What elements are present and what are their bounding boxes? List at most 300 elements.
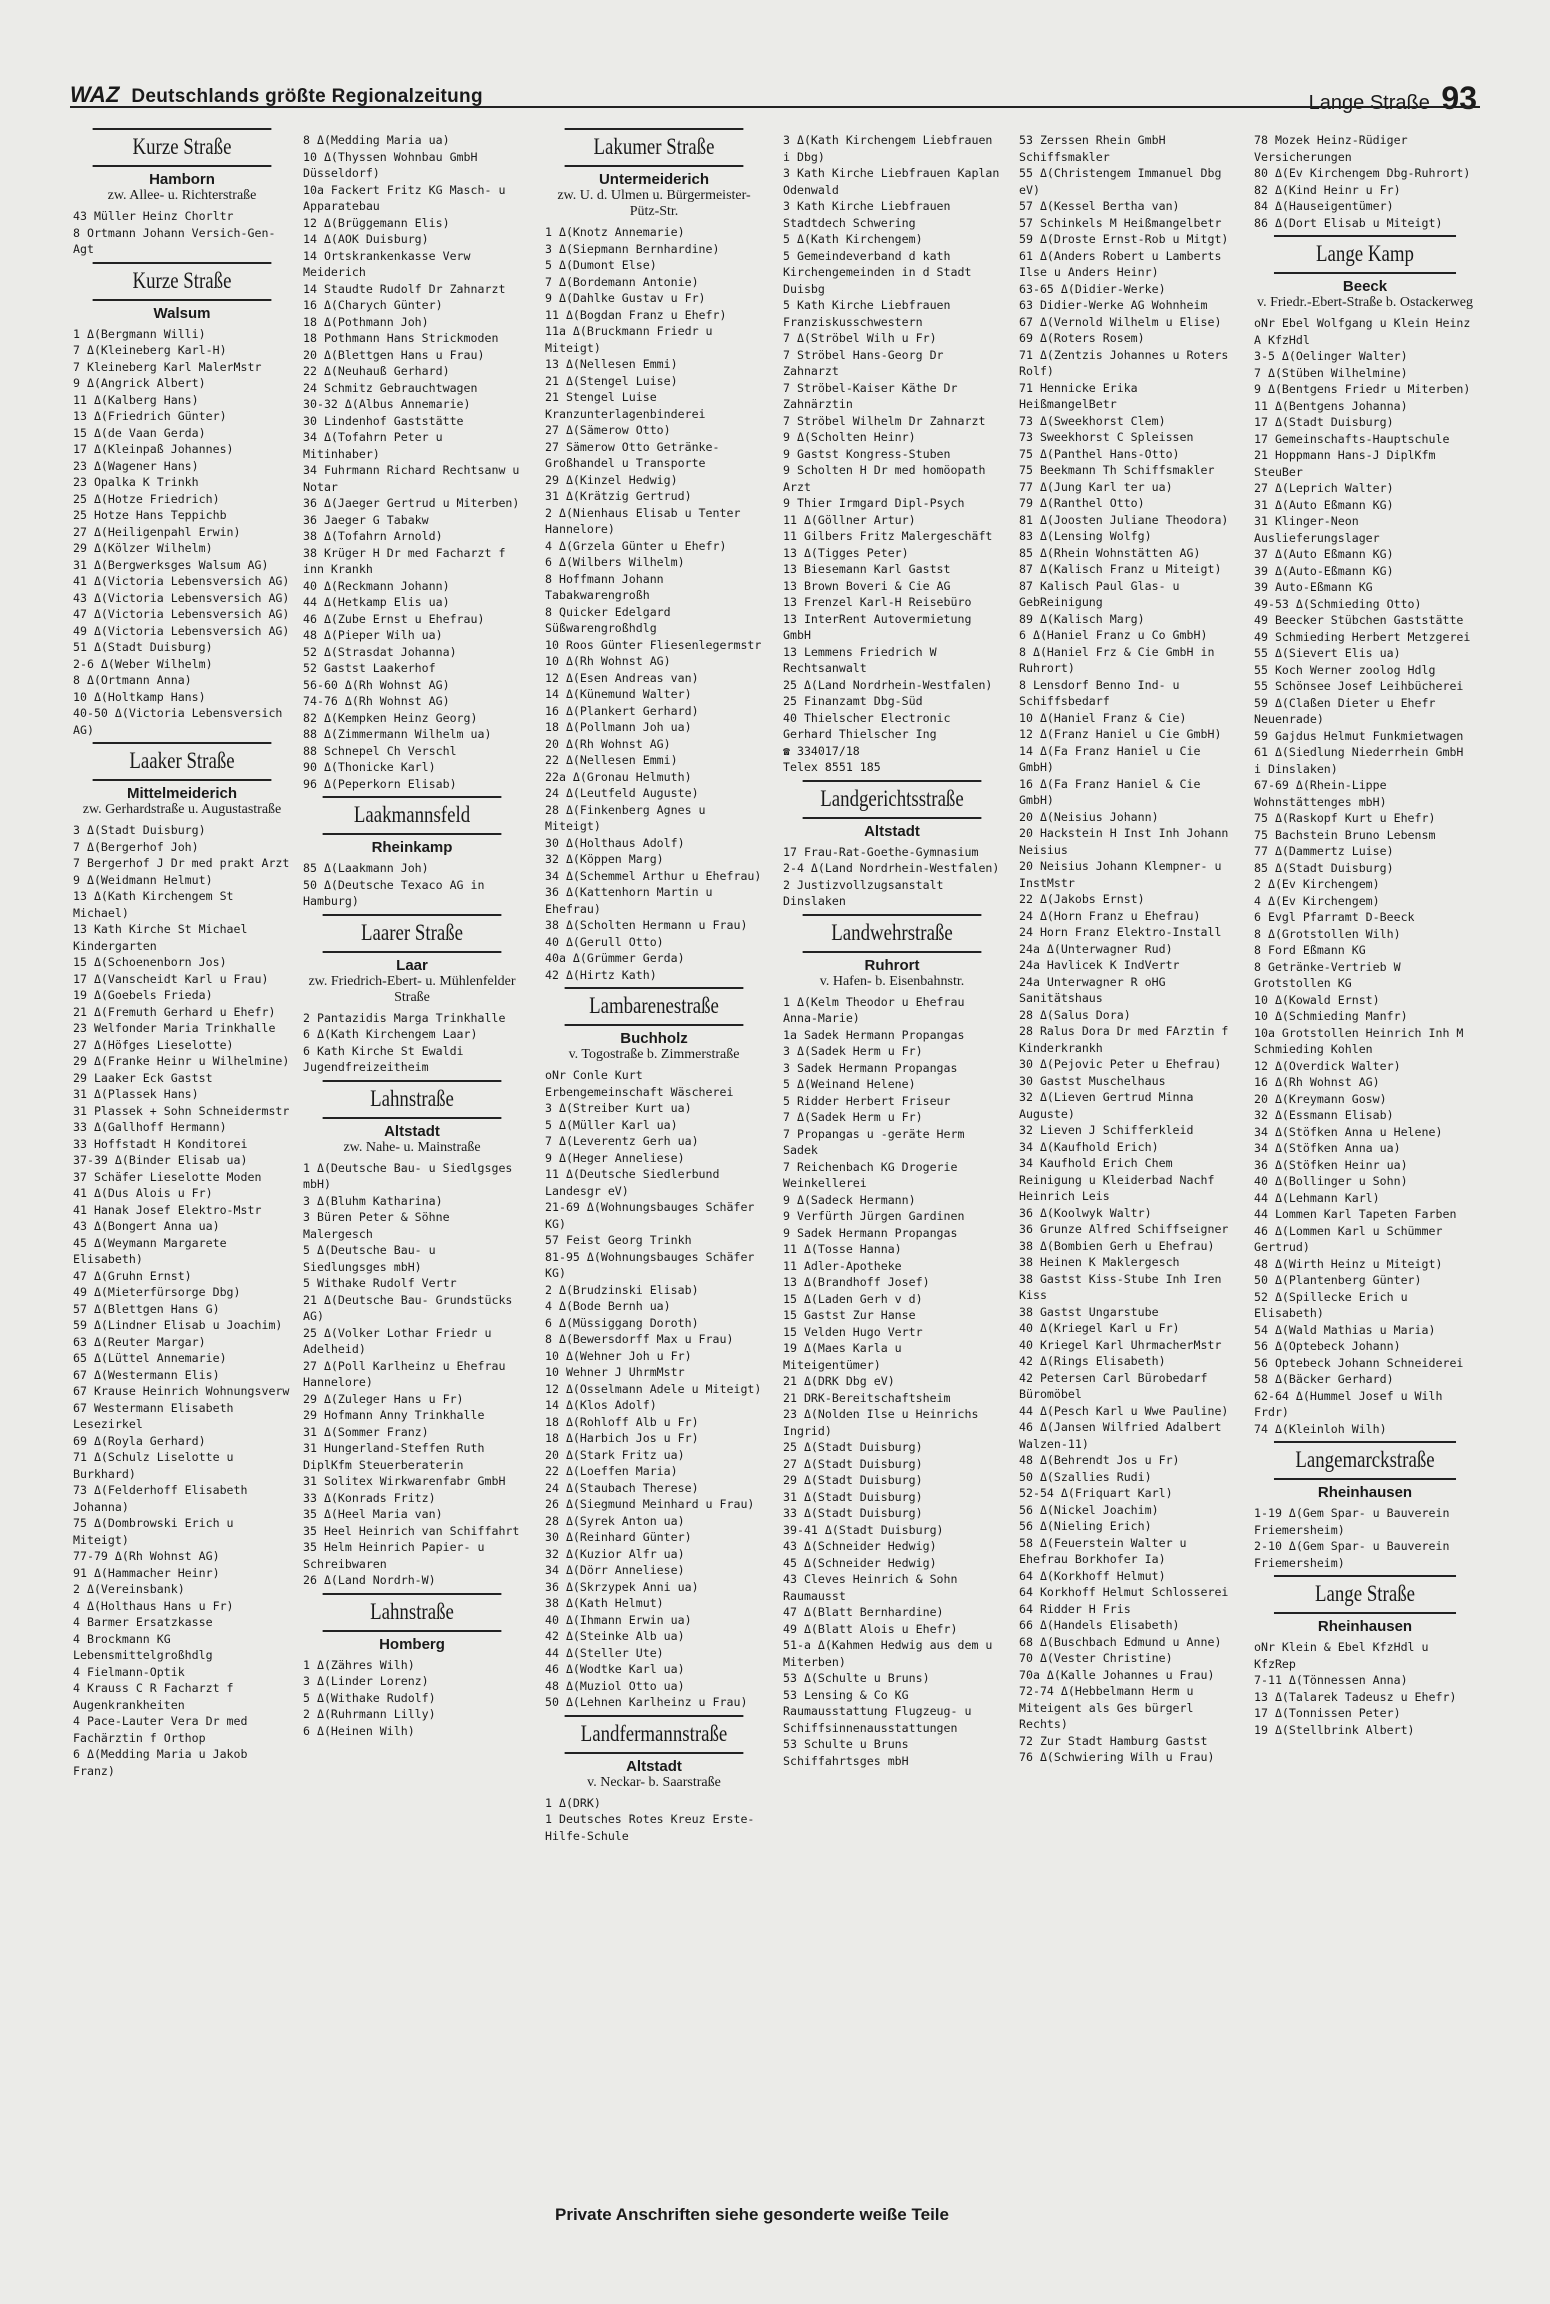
address-entry: 10 Δ(Kowald Ernst) [1254,992,1380,1007]
address-entry: 44 Δ(Pesch Karl u Wwe Pauline) [1019,1403,1229,1418]
address-entry: 2 Δ(Nienhaus Elisab u Tenter Hannelore) [545,505,748,536]
address-entry: 4 Fielmann-Optik [73,1664,185,1679]
address-entry: 24a Unterwagner R oHG Sanitätshaus [1019,974,1173,1005]
address-entry: 42 Petersen Carl Bürobedarf Büromöbel [1019,1370,1215,1401]
address-entry: 8 Lensdorf Benno Ind- u Schiffsbedarf [1019,677,1187,708]
column-1 [73,128,291,1783]
address-entry: 96 Δ(Peperkorn Elisab) [303,776,457,791]
address-entry: 11 Δ(Bogdan Franz u Ehefr) [545,307,727,322]
address-entry: 48 Δ(Pieper Wilh ua) [303,628,443,642]
address-entry: 36 Jaeger G Tabakw [303,512,429,527]
address-entry: 7 Δ(Kleineberg Karl-H) [73,343,227,357]
address-entry: 7 Δ(Bergerhof Joh) [73,839,199,854]
address-entry: 1 Δ(Kelm Theodor u Ehefrau Anna-Marie) [783,994,972,1025]
address-entry: 31 Klinger-Neon Auslieferungslager [1254,514,1380,545]
address-entry: 64 Δ(Korkhoff Helmut) [1019,1568,1166,1583]
address-entry: 25 Hotze Hans Teppichb [73,508,227,522]
street-title: Lange Straße [1274,1575,1456,1614]
street-block [783,914,1001,1770]
street-extent-note: zw. Allee- u. Richterstraße [107,188,257,203]
address-entry: 73 Δ(Felderhoff Elisabeth Johanna) [73,1483,255,1514]
column-5 [1019,128,1237,1770]
address-entry: 85 Δ(Rhein Wohnstätten AG) [1019,545,1201,560]
address-entry: 29 Hofmann Anny Trinkhalle [303,1408,485,1422]
address-entry: 8 Δ(Ortmann Anna) [73,673,192,687]
address-entry: 84 Δ(Hauseigentümer) [1254,199,1394,213]
address-entry: 57 Feist Georg Trinkh [545,1233,692,1247]
masthead [70,82,483,108]
address-entry: 55 Δ(Christengem Immanuel Dbg eV) [1019,166,1229,197]
address-entry: 20 Δ(Kreymann Gosw) [1254,1091,1387,1106]
address-entry: 5 Δ(Kath Kirchengem) [783,232,923,246]
address-entry: 36 Grunze Alfred Schiffseigner [1019,1222,1229,1236]
address-entry: 66 Δ(Handels Elisabeth) [1019,1618,1180,1632]
address-entry: 10 Wehner J UhrmMstr [545,1365,685,1379]
address-entry: 14 Δ(AOK Duisburg) [303,232,429,246]
address-entry: 2 Δ(Brudzinski Elisab) [545,1282,699,1297]
address-entry: 10 Roos Günter Fliesenlegermstr [545,637,762,652]
newspaper-brand: WAZ [70,82,120,107]
address-entry: 3 Δ(Streiber Kurt ua) [545,1101,692,1115]
address-entry: 9 Δ(Heger Anneliese) [545,1150,685,1165]
address-entry: 12 Δ(Brüggemann Elis) [303,215,450,230]
district-name: Rheinhausen [1317,1618,1413,1635]
address-entry: 7-11 Δ(Tönnessen Anna) [1254,1673,1408,1687]
address-entry: 37-39 Δ(Binder Elisab ua) [73,1153,248,1167]
district-name: Walsum [153,304,211,322]
address-entry: 1 Δ(DRK) [545,1795,601,1810]
address-entry: 15 Δ(Schoenenborn Jos) [73,955,227,969]
address-entry: 34 Δ(Tofahrn Peter u Mitinhaber) [303,430,450,461]
address-entry: 21 Hoppmann Hans-J DiplKfm SteuBer [1254,448,1443,479]
address-entry: 1 Δ(Zähres Wilh) [303,1657,415,1672]
address-entry: 67 Δ(Westermann Elis) [73,1367,220,1382]
address-entry: 61 Δ(Anders Robert u Lamberts Ilse u Anders Heinr) [1019,248,1229,279]
address-entry: 31 Δ(Krätzig Gertrud) [545,489,692,503]
address-entry: 44 Δ(Lehmann Karl) [1254,1190,1380,1205]
address-entry: 10a Grotstollen Heinrich Inh M Schmieding Kohlen [1254,1025,1471,1056]
address-entry: 13 Δ(Nellesen Emmi) [545,357,678,371]
address-entry: 20 Δ(Stark Fritz ua) [545,1447,685,1462]
address-entry: 9 Δ(Bentgens Friedr u Miterben) [1254,382,1471,396]
address-entry: 31 Δ(Stadt Duisburg) [783,1489,923,1504]
address-entry: 13 Frenzel Karl-H Reisebüro [783,595,972,609]
address-entry: 27 Sämerow Otto Getränke-Großhandel u Transporte [545,439,720,470]
entry-list [73,208,291,258]
address-entry: 50 Δ(Plantenberg Günter) [1254,1273,1422,1287]
column-6 [1254,128,1476,1742]
address-entry: 24a Havlicek K IndVertr [1019,958,1180,972]
address-entry: 71 Δ(Zentzis Johannes u Roters Rolf) [1019,347,1236,378]
street-block [1254,1441,1476,1571]
address-entry: 53 Lensing & Co KG Raumausstattung Flugzeug- u Schiffsinnenausstattungen [783,1687,979,1735]
address-entry: 13 Δ(Kath Kirchengem St Michael) [73,889,241,920]
page-header-label [1309,80,1477,117]
running-head-street: Lange Straße [1308,92,1430,114]
address-entry: 30 Δ(Pejovic Peter u Ehefrau) [1019,1057,1222,1071]
address-entry: 63 Δ(Reuter Margar) [73,1334,206,1349]
address-entry: 44 Δ(Steller Ute) [545,1645,664,1660]
address-entry: 21-69 Δ(Wohnungsbauges Schäfer KG) [545,1200,762,1231]
address-entry: 13 Kath Kirche St Michael Kindergarten [73,922,255,953]
address-entry: 68 Δ(Buschbach Edmund u Anne) [1019,1634,1222,1649]
address-entry: 56 Δ(Optebeck Johann) [1254,1339,1401,1353]
address-entry: 30 Δ(Reinhard Günter) [545,1530,692,1544]
address-entry: 34 Δ(Stöfken Anna ua) [1254,1141,1401,1155]
address-entry: 18 Δ(Harbich Jos u Fr) [545,1431,699,1445]
address-entry: 30 Gastst Muschelhaus [1019,1073,1166,1088]
address-entry: 64 Korkhoff Helmut Schlosserei [1019,1585,1229,1599]
address-entry: 5 Δ(Müller Karl ua) [545,1117,678,1132]
address-entry: 63 Didier-Werke AG Wohnheim [1019,298,1208,312]
address-entry: 35 Helm Heinrich Papier- u Schreibwaren [303,1540,492,1571]
address-entry: 67 Westermann Elisabeth Lesezirkel [73,1400,241,1431]
address-entry: 39 Auto-Eßmann KG [1254,580,1373,594]
address-entry: 21 Δ(Fremuth Gerhard u Ehefr) [73,1004,276,1019]
address-entry: 56 Δ(Nieling Erich) [1019,1519,1152,1533]
address-entry: 11 Δ(Bentgens Johanna) [1254,398,1408,413]
address-entry: 36 Δ(Skrzypek Anni ua) [545,1579,699,1594]
address-entry: 8 Ortmann Johann Versich-Gen-Agt [73,225,276,256]
address-entry: 8 Ford Eßmann KG [1254,943,1366,957]
address-entry: 43 Müller Heinz Chorltr [73,209,234,223]
address-entry: 3 Δ(Siepmann Bernhardine) [545,241,720,256]
address-entry: 2-6 Δ(Weber Wilhelm) [73,656,213,671]
address-entry: 11a Δ(Bruckmann Friedr u Miteigt) [545,324,720,355]
address-entry: 14 Δ(Künemund Walter) [545,687,692,701]
address-entry: 22a Δ(Gronau Helmuth) [545,769,692,784]
address-entry: 4 Δ(Ev Kirchengem) [1254,893,1380,908]
address-entry: 14 Δ(Klos Adolf) [545,1398,657,1412]
address-entry: 40 Thielscher Electronic Gerhard Thielscher Ing [783,710,958,741]
address-entry: 15 Δ(Laden Gerh v d) [783,1291,923,1306]
street-extent-note: v. Neckar- b. Saarstraße [587,1774,721,1790]
address-entry: 75 Δ(Panthel Hans-Otto) [1019,446,1180,461]
street-block [1254,132,1476,231]
address-entry: 22 Δ(Loeffen Maria) [545,1464,678,1478]
address-entry: 10 Δ(Holtkamp Hans) [73,689,206,704]
address-entry: 75 Δ(Raskopf Kurt u Ehefr) [1254,811,1436,825]
address-entry: 16 Δ(Fa Franz Haniel & Cie GmbH) [1019,776,1208,807]
street-block [303,1080,521,1589]
column-2 [303,128,527,1743]
street-extent-note: zw. Gerhardstraße u. Augustastraße [82,802,282,817]
address-entry: 81-95 Δ(Wohnungsbauges Schäfer KG) [545,1249,762,1280]
street-extent-note: v. Friedr.-Ebert-Straße b. Ostackerweg [1256,295,1473,310]
address-entry: 69 Δ(Roters Rosem) [1019,331,1145,345]
address-entry: 40 Δ(Gerull Otto) [545,934,664,949]
address-entry: 70a Δ(Kalle Johannes u Frau) [1019,1667,1215,1682]
address-entry: 44 Lommen Karl Tapeten Farben [1254,1207,1457,1221]
street-block [783,780,1001,910]
address-entry: 52 Δ(Strasdat Johanna) [303,644,457,659]
address-entry: 36 Δ(Kattenhorn Martin u Ehefrau) [545,885,720,916]
address-entry: 4 Barmer Ersatzkasse [73,1615,213,1629]
street-block [303,796,521,910]
address-entry: 38 Heinen K Maklergesch [1019,1255,1180,1269]
entry-list [1019,132,1237,1766]
address-entry: 12 Δ(Osselmann Adele u Miteigt) [545,1381,762,1396]
address-entry: 7 Ströbel Wilhelm Dr Zahnarzt [783,413,986,428]
address-entry: 41 Δ(Dus Alois u Fr) [73,1186,213,1200]
address-entry: 10 Δ(Rh Wohnst AG) [545,654,671,668]
address-entry: 48 Δ(Muziol Otto ua) [545,1678,685,1693]
address-entry: 7 Ströbel Hans-Georg Dr Zahnarzt [783,347,951,378]
district-name: Homberg [379,1635,445,1653]
street-block [73,742,291,1779]
address-entry: 23 Welfonder Maria Trinkhalle [73,1021,276,1035]
address-entry: 18 Δ(Pothmann Joh) [303,314,429,329]
entry-list [783,844,1001,910]
address-entry: 9 Verfürth Jürgen Gardinen [783,1209,965,1223]
address-entry: 73 Sweekhorst C Spleissen [1019,430,1194,444]
entry-list [303,1010,521,1076]
address-entry: 7 Kleineberg Karl MalerMstr [73,359,262,374]
entry-list [1254,315,1476,1437]
address-entry: 32 Δ(Essmann Elisab) [1254,1108,1394,1122]
address-entry: 7 Δ(Sadek Herm u Fr) [783,1110,923,1124]
address-entry: 10a Fackert Fritz KG Masch- u Apparatebau [303,182,513,213]
address-entry: 75 Beekmann Th Schiffsmakler [1019,463,1215,477]
address-entry: 56 Optebeck Johann Schneiderei [1254,1355,1464,1370]
address-entry: 43 Δ(Bongert Anna ua) [73,1219,220,1233]
address-entry: 40-50 Δ(Victoria Lebensversich AG) [73,706,290,737]
address-entry: 41 Δ(Victoria Lebensversich AG) [73,574,290,588]
address-entry: 16 Δ(Plankert Gerhard) [545,703,699,718]
address-entry: 53 Zerssen Rhein GmbH Schiffsmakler [1019,133,1173,164]
address-entry: 85 Δ(Stadt Duisburg) [1254,860,1394,875]
address-entry: 8 Δ(Bewersdorff Max u Frau) [545,1332,734,1346]
address-entry: 3 Δ(Bluhm Katharina) [303,1193,443,1208]
address-entry: 4 Brockmann KG Lebensmittelgroßhdlg [73,1631,213,1662]
address-entry: 42 Δ(Hirtz Kath) [545,967,657,982]
address-entry: 8 Δ(Medding Maria ua) [303,133,450,147]
district-name: Rheinhausen [1317,1484,1413,1501]
address-entry: 31 Solitex Wirkwarenfabr GmbH [303,1474,506,1488]
address-entry: oNr Ebel Wolfgang u Klein Heinz A KfzHdl [1254,316,1478,347]
address-entry: Telex 8551 185 [783,760,881,774]
street-block [1254,235,1476,1437]
address-entry: 8 Getränke-Vertrieb W Grotstollen KG [1254,959,1408,990]
street-title: Kurze Straße [93,262,272,301]
address-entry: 75 Bachstein Bruno Lebensm [1254,827,1436,842]
address-entry: 9 Δ(Sadeck Hermann) [783,1192,916,1207]
district-name: Hamborn [149,171,215,188]
address-entry: 25 Δ(Volker Lothar Friedr u Adelheid) [303,1325,499,1356]
district-name: Buchholz [620,1030,688,1047]
address-entry: 7 Propangas u -geräte Herm Sadek [783,1126,972,1157]
address-entry: 21 Δ(DRK Dbg eV) [783,1374,895,1388]
address-entry: 27 Δ(Poll Karlheinz u Ehefrau Hannelore) [303,1358,513,1389]
address-entry: 25 Finanzamt Dbg-Süd [783,694,923,708]
address-entry: 17 Δ(Stadt Duisburg) [1254,415,1394,429]
address-entry: 91 Δ(Hammacher Heinr) [73,1565,220,1580]
address-entry: 47 Δ(Gruhn Ernst) [73,1268,192,1283]
address-entry: 86 Δ(Dort Elisab u Miteigt) [1254,215,1443,230]
street-block [545,128,763,983]
district-name: Untermeiderich [598,171,710,188]
address-entry: 88 Schnepel Ch Verschl [303,743,457,758]
address-entry: 72-74 Δ(Hebbelmann Herm u Miteigent als Ges bürgerl Rechts) [1019,1684,1201,1731]
address-entry: 29 Laaker Eck Gastst [73,1070,213,1085]
address-entry: 75 Δ(Dombrowski Erich u Miteigt) [73,1516,241,1547]
address-entry: 52 Δ(Spillecke Erich u Elisabeth) [1254,1289,1415,1320]
street-extent-note: zw. U. d. Ulmen u. Bürgermeister-Pütz-Str. [557,188,751,219]
address-entry: 2-10 Δ(Gem Spar- u Bauverein Friemersheim) [1254,1539,1457,1570]
address-entry: 40 Δ(Bollinger u Sohn) [1254,1174,1408,1188]
address-entry: 40 Kriegel Karl UhrmacherMstr [1019,1337,1222,1352]
address-entry: 5 Withake Rudolf Vertr [303,1276,457,1290]
entry-list [545,224,763,983]
street-block [73,262,291,739]
street-extent-note: v. Togostraße b. Zimmerstraße [568,1047,740,1062]
address-entry: 24 Δ(Staubach Therese) [545,1480,699,1495]
address-entry: 17 Δ(Kleinpaß Johannes) [73,442,234,456]
address-entry: 11 Δ(Deutsche Siedlerbund Landesgr eV) [545,1167,727,1198]
address-entry: 9 Δ(Scholten Heinr) [783,430,916,444]
address-entry: 2 Pantazidis Marga Trinkhalle [303,1010,506,1025]
address-entry: 23 Δ(Wagener Hans) [73,458,199,473]
address-entry: 13 Δ(Brandhoff Josef) [783,1275,930,1289]
address-entry: 40a Δ(Grümmer Gerda) [545,951,685,965]
address-entry: 3 Δ(Kath Kirchengem Liebfrauen i Dbg) [783,133,1000,164]
address-entry: 49 Schmieding Herbert Metzgerei [1254,629,1471,644]
address-entry: 21 DRK-Bereitschaftsheim [783,1390,951,1405]
entry-list [783,994,1001,1770]
address-entry: 69 Δ(Royla Gerhard) [73,1433,206,1448]
address-entry: 53 Δ(Schulte u Bruns) [783,1671,930,1685]
street-block [73,128,291,258]
address-entry: 34 Kaufhold Erich Chem Reinigung u Kleiderbad Nachf Heinrich Leis [1019,1156,1222,1203]
district-name: Laar [396,956,428,974]
address-entry: 38 Δ(Tofahrn Arnold) [303,529,443,543]
address-entry: 7 Δ(Ströbel Wilh u Fr) [783,331,937,345]
address-entry: 6 Evgl Pfarramt D-Beeck [1254,910,1415,924]
address-entry: 67-69 Δ(Rhein-Lippe Wohnstättenges mbH) [1254,778,1394,809]
address-entry: 28 Ralus Dora Dr med FArztin f Kinderkrankh [1019,1024,1236,1055]
address-entry: 5 Kath Kirche Liebfrauen Franziskusschwestern [783,298,958,329]
address-entry: 34 Δ(Dörr Anneliese) [545,1563,685,1577]
address-entry: ☎ 334017/18 [783,743,860,758]
address-entry: 38 Δ(Bombien Gerh u Ehefrau) [1019,1238,1215,1253]
address-entry: 14 Δ(Fa Franz Haniel u Cie GmbH) [1019,743,1208,774]
address-entry: 15 Gastst Zur Hanse [783,1308,916,1322]
address-entry: 13 Brown Boveri & Cie AG [783,578,951,593]
address-entry: 67 Δ(Vernold Wilhelm u Elise) [1019,314,1222,329]
address-entry: 57 Δ(Kessel Bertha van) [1019,199,1180,213]
address-entry: 19 Δ(Maes Karla u Miteigentümer) [783,1341,909,1372]
address-entry: 3 Büren Peter & Söhne Malergesch [303,1210,457,1241]
address-entry: 43 Δ(Schneider Hedwig) [783,1539,937,1553]
address-entry: 71 Hennicke Erika HeißmangelBetr [1019,380,1145,411]
address-entry: 58 Δ(Feuerstein Walter u Ehefrau Borkhofer Ia) [1019,1535,1194,1566]
page-number: 93 [1441,80,1477,116]
address-entry: 32 Δ(Kuzior Alfr ua) [545,1546,685,1561]
address-entry: 40 Δ(Ihmann Erwin ua) [545,1612,692,1627]
address-entry: 87 Δ(Kalisch Franz u Miteigt) [1019,562,1222,576]
address-entry: 35 Δ(Heel Maria van) [303,1507,443,1521]
address-entry: 2-4 Δ(Land Nordrhein-Westfalen) [783,861,1000,875]
address-entry: 49 Δ(Blatt Alois u Ehefr) [783,1621,958,1636]
address-entry: 79 Δ(Ranthel Otto) [1019,496,1145,510]
address-entry: 25 Δ(Land Nordrhein-Westfalen) [783,677,993,692]
address-entry: 19 Δ(Stellbrink Albert) [1254,1722,1415,1737]
address-entry: oNr Klein & Ebel KfzHdl u KfzRep [1254,1640,1436,1671]
address-entry: 34 Δ(Stöfken Anna u Helene) [1254,1124,1443,1139]
address-entry: 22 Δ(Nellesen Emmi) [545,753,678,767]
address-entry: 40 Δ(Reckmann Johann) [303,578,450,593]
address-entry: 49-53 Δ(Schmieding Otto) [1254,596,1422,611]
address-entry: 1 Δ(Bergmann Willi) [73,326,206,341]
newspaper-tagline: Deutschlands größte Regionalzeitung [131,86,483,107]
address-entry: 8 Δ(Haniel Frz & Cie GmbH in Ruhrort) [1019,644,1222,675]
address-entry: 9 Δ(Weidmann Helmut) [73,872,213,887]
address-entry: 11 Δ(Kalberg Hans) [73,392,199,407]
address-entry: 29 Δ(Kinzel Hedwig) [545,472,678,487]
address-entry: 65 Δ(Lüttel Annemarie) [73,1351,227,1365]
address-entry: 6 Δ(Müssiggang Doroth) [545,1315,699,1330]
address-entry: 56-60 Δ(Rh Wohnst AG) [303,677,450,692]
address-entry: 13 InterRent Autovermietung GmbH [783,611,979,642]
address-entry: 20 Hackstein H Inst Inh Johann Neisius [1019,826,1236,857]
address-entry: 74 Δ(Kleinloh Wilh) [1254,1421,1387,1436]
address-entry: 24 Δ(Horn Franz u Ehefrau) [1019,908,1201,923]
entry-list [303,860,521,910]
address-entry: 74-76 Δ(Rh Wohnst AG) [303,694,450,708]
address-entry: 27 Δ(Heiligenpahl Erwin) [73,524,241,539]
address-entry: 36 Δ(Jaeger Gertrud u Miterben) [303,496,520,510]
address-entry: 17 Δ(Tonnissen Peter) [1254,1706,1401,1720]
address-entry: 38 Δ(Scholten Hermann u Frau) [545,918,748,932]
address-entry: 11 Gilbers Fritz Malergeschäft [783,529,993,543]
address-entry: 67 Krause Heinrich Wohnungsverw [73,1384,290,1398]
address-entry: 88 Δ(Zimmermann Wilhelm ua) [303,727,492,741]
entry-list [1254,1639,1476,1738]
address-entry: 9 Gastst Kongress-Stuben [783,446,951,461]
address-entry: 59 Δ(Lindner Elisab u Joachim) [73,1318,283,1332]
address-entry: 81 Δ(Joosten Juliane Theodora) [1019,512,1229,527]
address-entry: 49 Δ(Victoria Lebensversich AG) [73,623,290,638]
address-entry: 11 Adler-Apotheke [783,1258,902,1273]
address-entry: 7 Δ(Bordemann Antonie) [545,274,699,289]
address-entry: 20 Δ(Neisius Johann) [1019,809,1159,824]
address-entry: 42 Δ(Rings Elisabeth) [1019,1354,1166,1368]
address-entry: 45 Δ(Schneider Hedwig) [783,1555,937,1570]
address-entry: 89 Δ(Kalisch Marg) [1019,611,1145,626]
address-entry: 13 Lemmens Friedrich W Rechtsanwalt [783,644,944,675]
street-title: Laaker Straße [93,742,272,781]
address-entry: 3 Sadek Hermann Propangas [783,1060,958,1075]
address-entry: 27 Δ(Höfges Lieselotte) [73,1037,234,1052]
entry-list [303,1657,521,1740]
address-entry: 25 Δ(Hotze Friedrich) [73,491,220,506]
entry-list [303,132,527,792]
street-title: Landwehrstraße [803,914,982,953]
street-title: Langemarckstraße [1274,1441,1456,1480]
street-title: Lahnstraße [323,1080,502,1119]
address-entry: 39 Δ(Auto-Eßmann KG) [1254,563,1394,578]
address-entry: 3 Δ(Linder Lorenz) [303,1674,429,1688]
address-entry: 59 Δ(Droste Ernst-Rob u Mitgt) [1019,232,1229,246]
address-entry: 18 Δ(Pollmann Joh ua) [545,720,692,734]
address-entry: 39-41 Δ(Stadt Duisburg) [783,1522,944,1537]
entry-list [545,1067,763,1711]
address-entry: 82 Δ(Kind Heinr u Fr) [1254,182,1401,197]
address-entry: 10 Δ(Haniel Franz & Cie) [1019,710,1187,725]
address-entry: 5 Δ(Deutsche Bau- u Siedlungsges mbH) [303,1243,443,1274]
street-title: Laakmannsfeld [323,796,502,835]
district-name: Ruhrort [864,956,920,974]
